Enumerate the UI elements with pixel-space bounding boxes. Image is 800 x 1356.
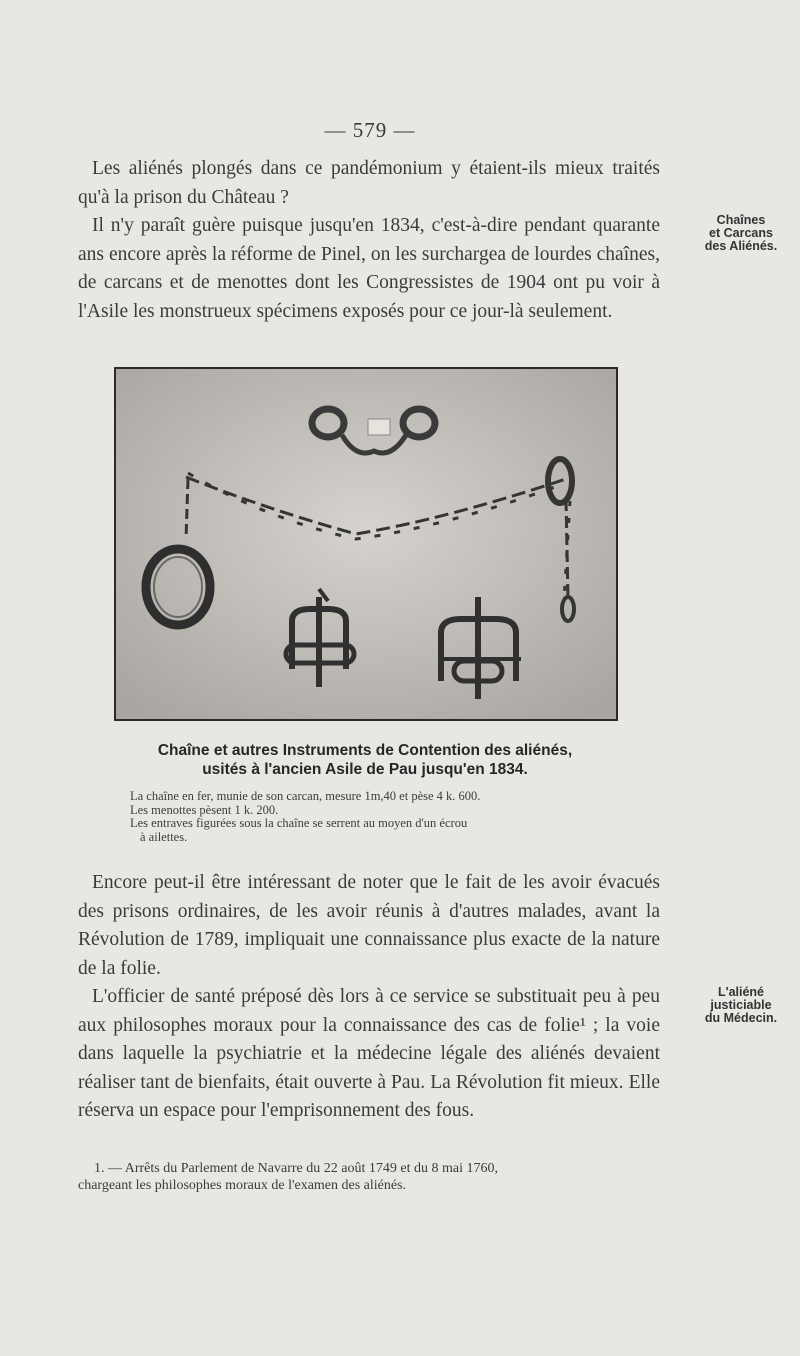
footnote-line: chargeant les philosophes moraux de l'examen des aliénés.	[78, 1178, 407, 1193]
chain-and-shackles-illustration	[116, 369, 616, 719]
body-text-bottom	[78, 869, 660, 1126]
margin-note-line: du Médecin.	[704, 1011, 778, 1025]
caption-note: Les entraves figurées sous la chaîne se serrent au moyen d'un écrou	[130, 816, 468, 830]
figure-caption-notes	[130, 790, 610, 844]
paragraph-4: L'officier de santé préposé dès lors à ce service se substituait peu à peu aux philosophes moraux pour la connaissance des cas de folie¹ ; la voie dans laquelle la psychiatrie et la médecine légale des aliénés devaient réaliser tant de bienfaits, était ouverte à Pau. La Révolution fit mieux. Elle réserva un espace pour l'emprisonnement des fous.	[78, 986, 660, 1121]
margin-note-line: justiciable	[710, 998, 772, 1012]
margin-note-chains	[688, 214, 794, 253]
body-text-top	[78, 155, 660, 326]
margin-note-line: des Aliénés.	[704, 239, 778, 253]
footnote-line: 1. — Arrêts du Parlement de Navarre du 22 août 1749 et du 8 mai 1760,	[94, 1161, 498, 1176]
margin-note-physician	[688, 986, 794, 1025]
caption-title-line: usités à l'ancien Asile de Pau jusqu'en 1834.	[202, 761, 528, 778]
caption-note: La chaîne en fer, munie de son carcan, mesure 1m,40 et pèse 4 k. 600.	[130, 789, 481, 803]
photo-restraint-instruments	[114, 367, 618, 721]
paragraph-1: Les aliénés plongés dans ce pandémonium y étaient-ils mieux traités qu'à la prison du Château ?	[78, 158, 660, 208]
paragraph-3: Encore peut-il être intéressant de noter que le fait de les avoir évacués des prisons ordinaires, de les avoir réunis à d'autres malades, avant la Révolution de 1789, impliquait une connaissance plus exacte de la nature de la folie.	[78, 872, 660, 979]
caption-note: à ailettes.	[140, 829, 188, 844]
margin-note-line: et Carcans	[709, 226, 773, 240]
footnote	[78, 1160, 660, 1194]
page-number: — 579 —	[324, 118, 416, 142]
paragraph-2: Il n'y paraît guère puisque jusqu'en 1834, c'est-à-dire pendant quarante ans encore après la réforme de Pinel, on les surchargea de lourdes chaînes, de carcans et de menottes dont les Congressistes de 1904 ont pu voir à l'Asile les monstrueux spécimens exposés pour ce jour-là seulement.	[78, 215, 660, 322]
caption-title-line: Chaîne et autres Instruments de Contention des aliénés,	[157, 742, 573, 759]
margin-note-line: Chaînes	[716, 213, 766, 227]
caption-note: Les menottes pèsent 1 k. 200.	[130, 802, 279, 817]
figure-caption-title	[110, 741, 620, 779]
margin-note-line: L'aliéné	[717, 985, 765, 999]
